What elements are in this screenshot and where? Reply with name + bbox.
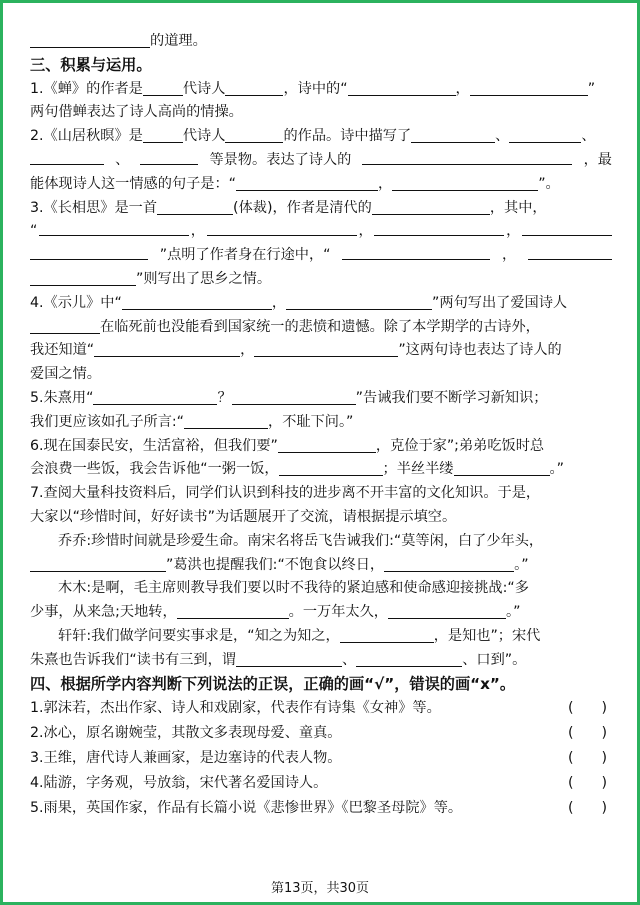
line-text: 在临死前也没能看到国家统一的悲愤和遗憾。除了本学期学的古诗外， (100, 318, 540, 335)
line-text: 我们更应该如孔子所言:“ (30, 413, 185, 430)
question-line (30, 101, 612, 125)
answer-blank[interactable] (411, 127, 495, 143)
line-text: ，最 (583, 151, 612, 168)
answer-blank[interactable] (30, 556, 166, 572)
line-text: ，其中， (489, 199, 547, 216)
question-line (30, 387, 612, 411)
line-text: 。一万年太久， (288, 604, 388, 621)
line-text: ”告诫我们要不断学习新知识； (355, 389, 548, 406)
line-text: ，诗中的“ (283, 80, 348, 97)
line-text: “ (30, 223, 38, 240)
line-text: ， (190, 223, 205, 240)
question-line (30, 530, 612, 554)
answer-paren[interactable]: () (568, 700, 636, 717)
question-line (30, 244, 612, 268)
question-line (30, 363, 612, 387)
judgment-text: 5.雨果，英国作家，作品有长篇小说《悲惨世界》《巴黎圣母院》等。 (30, 799, 463, 816)
answer-blank[interactable] (30, 149, 104, 165)
answer-blank[interactable] (342, 244, 490, 260)
judgment-text: 4.陆游，字务观，号放翁，宋代著名爱国诗人。 (30, 774, 328, 791)
line-text: 7.查阅大量科技资料后，同学们认识到科技的进步离不开丰富的文化知识。于是， (30, 485, 541, 502)
line-text: 少事，从来急;天地转， (30, 604, 177, 621)
line-text: 会浪费一些饭，我会告诉他“一粥一饭， (30, 461, 279, 478)
line-text: 代诗人 (182, 128, 226, 145)
answer-blank[interactable] (30, 32, 150, 48)
answer-blank[interactable] (94, 341, 240, 357)
question-line (30, 173, 612, 197)
line-text: 的作品。诗中描写了 (283, 128, 412, 145)
answer-blank[interactable] (279, 460, 383, 476)
line-text: ，不耻下问。” (268, 413, 354, 430)
line-text: 代诗人 (182, 80, 226, 97)
line-text: ”两句写出了爱国诗人 (432, 294, 568, 311)
judgment-item (30, 721, 636, 746)
line-text: 我还知道“ (30, 342, 95, 359)
answer-blank[interactable] (470, 80, 588, 96)
line-text: ” (587, 80, 596, 97)
line-text: 、 (581, 128, 596, 145)
answer-blank[interactable] (388, 603, 506, 619)
answer-blank[interactable] (528, 244, 612, 260)
line-text: ？ (217, 389, 232, 406)
section-heading (30, 54, 612, 78)
answer-blank[interactable] (122, 294, 272, 310)
line-text: 乔乔:珍惜时间就是珍爱生命。南宋名将岳飞告诫我们:“莫等闲，白了少年头， (58, 532, 544, 549)
answer-paren[interactable]: () (568, 774, 636, 791)
line-text: 2.《山居秋暝》是 (30, 128, 143, 145)
question-line (30, 506, 612, 530)
answer-blank[interactable] (39, 220, 189, 236)
question-line (30, 316, 612, 340)
line-text: 大家以“珍惜时间，好好读书”为话题展开了交流，请根据提示填空。 (30, 508, 457, 525)
judgment-text: 3.王维，唐代诗人兼画家，是边塞诗的代表人物。 (30, 749, 342, 766)
line-text: ， (358, 223, 373, 240)
question-line (30, 268, 612, 292)
question-line (30, 197, 612, 221)
answer-blank[interactable] (157, 199, 233, 215)
line-text: 轩轩:我们做学问要实事求是，“知之为知之， (58, 627, 340, 644)
line-text: 两句借蝉表达了诗人高尚的情操。 (30, 104, 243, 121)
line-text: ， (455, 80, 470, 97)
answer-blank[interactable] (236, 175, 378, 191)
answer-blank[interactable] (348, 80, 456, 96)
line-text: 。” (505, 604, 521, 621)
judgment-list (30, 696, 636, 820)
answer-blank[interactable] (374, 220, 504, 236)
answer-blank[interactable] (362, 149, 572, 165)
answer-blank[interactable] (207, 220, 357, 236)
answer-blank[interactable] (225, 80, 283, 96)
question-line (30, 625, 612, 649)
line-text: 、 (115, 151, 130, 168)
answer-blank[interactable] (93, 389, 217, 405)
answer-blank[interactable] (278, 437, 376, 453)
line-text: ， (271, 294, 287, 311)
answer-blank[interactable] (30, 270, 136, 286)
judgment-text: 2.冰心，原名谢婉莹，其散文多表现母爱、童真。 (30, 725, 342, 742)
line-text: ，克俭于家”;弟弟吃饭时总 (375, 437, 545, 454)
line-text: ”这两句诗也表达了诗人的 (398, 342, 562, 359)
line-text: 朱熹也告诉我们“读书有三到，谓 (30, 651, 236, 668)
judgment-text: 1.郭沫若，杰出作家、诗人和戏剧家，代表作有诗集《女神》等。 (30, 700, 441, 717)
line-text: 6.现在国泰民安，生活富裕，但我们要” (30, 437, 278, 454)
judgment-item (30, 746, 636, 771)
answer-blank[interactable] (140, 149, 198, 165)
question-line (30, 577, 612, 601)
line-text: 、 (495, 128, 510, 145)
line-text: 等景物。表达了诗人的 (209, 151, 352, 168)
line-text: 4.《示儿》中“ (30, 294, 122, 311)
line-text: ， (506, 223, 521, 240)
answer-blank[interactable] (232, 389, 356, 405)
answer-paren[interactable]: () (568, 725, 636, 742)
line-text: 1.《蝉》的作者是 (30, 80, 143, 97)
line-text: ，是知也”；宋代 (433, 627, 541, 644)
answer-blank[interactable] (177, 603, 289, 619)
answer-blank[interactable] (522, 220, 612, 236)
answer-paren[interactable]: () (568, 749, 636, 766)
answer-blank[interactable] (143, 127, 183, 143)
answer-blank[interactable] (236, 651, 342, 667)
judgment-item (30, 696, 636, 721)
line-text: 5.朱熹用“ (30, 389, 94, 406)
question-line (30, 649, 612, 673)
question-line (30, 149, 612, 173)
answer-blank[interactable] (30, 318, 100, 334)
line-text: 、 (341, 651, 357, 668)
question-line (30, 339, 612, 363)
question-line (30, 482, 612, 506)
line-text: 3.《长相思》是一首 (30, 199, 158, 216)
question-line (30, 30, 612, 54)
judgment-item (30, 796, 636, 821)
line-text: 木木:是啊，毛主席则教导我们要以时不我待的紧迫感和使命感迎接挑战:“多 (58, 580, 529, 597)
answer-blank[interactable] (184, 413, 268, 429)
line-text: ， (377, 175, 393, 192)
answer-blank[interactable] (392, 175, 538, 191)
answer-blank[interactable] (340, 627, 434, 643)
question-line (30, 220, 612, 244)
answer-paren[interactable]: () (568, 799, 636, 816)
question-line (30, 411, 612, 435)
answer-blank[interactable] (143, 80, 183, 96)
question-line (30, 78, 612, 102)
judgment-item (30, 771, 636, 796)
line-text: 四、根据所学内容判断下列说法的正误，正确的画“√”，错误的画“x”。 (30, 674, 516, 693)
line-text: 爱国之情。 (30, 366, 101, 383)
question-line (30, 435, 612, 459)
section-heading (30, 673, 612, 697)
answer-blank[interactable] (356, 651, 462, 667)
line-text: 。” (549, 461, 564, 478)
answer-blank[interactable] (454, 460, 550, 476)
line-text: 能体现诗人这一情感的句子是：“ (30, 175, 236, 192)
answer-blank[interactable] (372, 199, 490, 215)
question-line (30, 125, 612, 149)
line-text: 三、积累与运用。 (30, 55, 152, 74)
line-text: ；半丝半缕 (382, 461, 454, 478)
question-line (30, 554, 612, 578)
line-text: 。” (514, 556, 529, 573)
line-text: ”。 (538, 175, 560, 192)
answer-blank[interactable] (286, 294, 432, 310)
line-text: 的道理。 (150, 33, 207, 49)
line-text: 、口到”。 (462, 651, 527, 668)
question-lines (30, 30, 612, 696)
line-text: ”点明了作者身在行途中，“ (159, 247, 331, 264)
page-footer: 第13页，共30页 (270, 881, 370, 896)
answer-blank[interactable] (509, 127, 581, 143)
line-text: ”则写出了思乡之情。 (136, 270, 272, 287)
answer-blank[interactable] (384, 556, 514, 572)
line-text: ”葛洪也提醒我们:“不饱食以终日， (166, 556, 385, 573)
answer-blank[interactable] (254, 341, 398, 357)
worksheet-content (30, 30, 636, 820)
answer-blank[interactable] (225, 127, 283, 143)
answer-blank[interactable] (30, 244, 148, 260)
line-text: ， (240, 342, 255, 359)
question-line (30, 292, 612, 316)
question-line (30, 458, 612, 482)
question-line (30, 601, 612, 625)
line-text: ， (502, 247, 517, 264)
line-text: (体裁)，作者是清代的 (233, 199, 372, 216)
